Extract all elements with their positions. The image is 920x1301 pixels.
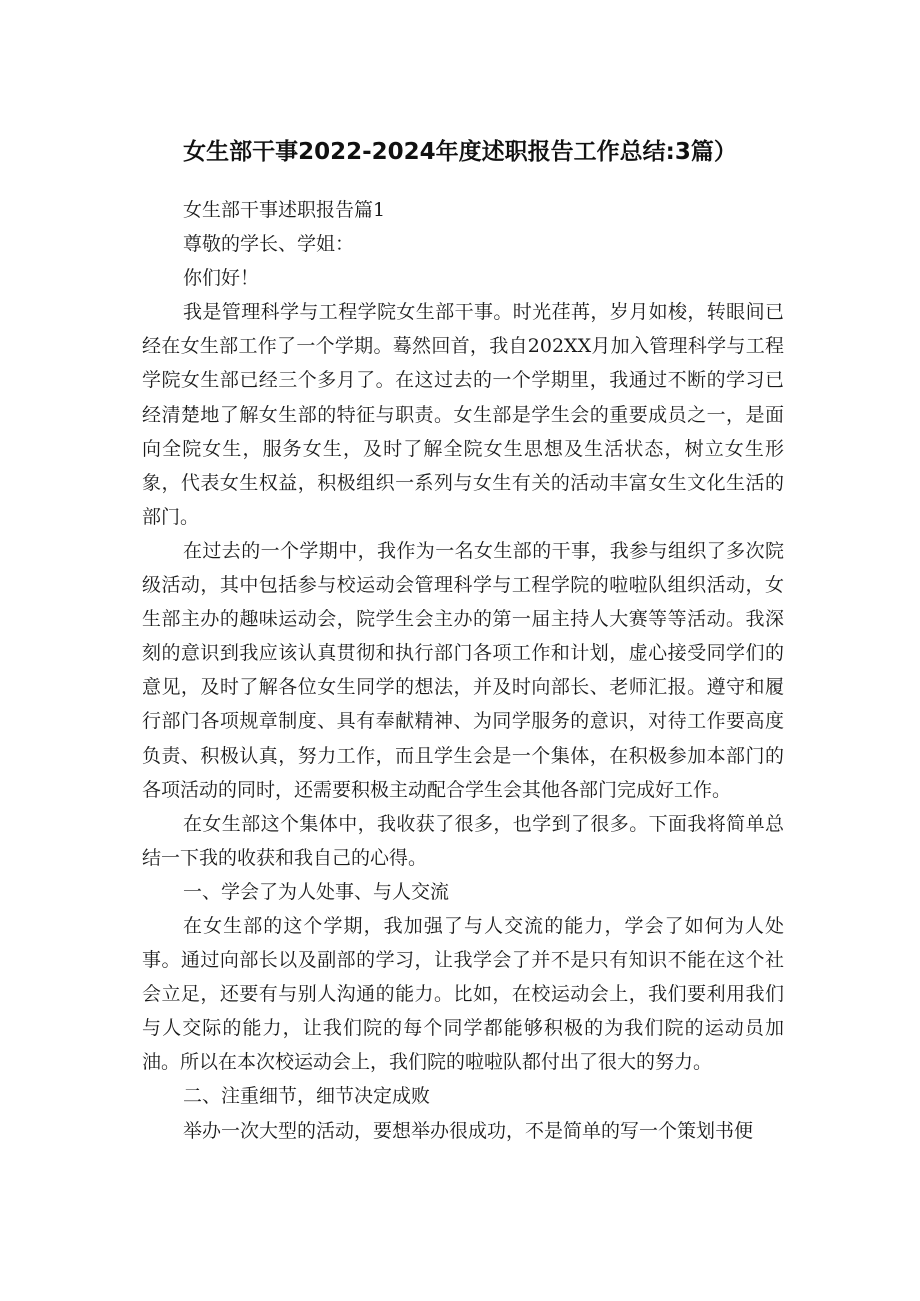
- paragraph-communication: 在女生部的这个学期，我加强了与人交流的能力，学会了如何为人处事。通过向部长以及副部的学习，让我学会了并不是只有知识不能在这个社会立足，还要有与别人沟通的能力。比如，在校运动会上，我们要利用我们与人交际的能力，让我们院的每个同学都能够积极的为我们院的运动员加油。所以在本次校运动会上，我们院的啦啦队都付出了很大的努力。: [142, 914, 784, 1074]
- paragraph-summary-intro: 在女生部这个集体中，我收获了很多，也学到了很多。下面我将简单总结一下我的收获和我自己的心得。: [142, 812, 784, 869]
- subheading-communication: 一、学会了为人处事、与人交流: [183, 880, 450, 903]
- paragraph-intro: 我是管理科学与工程学院女生部干事。时光荏苒，岁月如梭，转眼间已经在女生部工作了一个学期。蓦然回首，我自202XX月加入管理科学与工程学院女生部已经三个多月了。在这过去的一个学期里，我通过不断的学习已经清楚地了解女生部的特征与职责。女生部是学生会的重要成员之一，是面向全院女生，服务女生，及时了解全院女生思想及生活状态，树立女生形象，代表女生权益，积极组织一系列与女生有关的活动丰富女生文化生活的部门。: [142, 301, 784, 528]
- document-body: [142, 193, 784, 1148]
- section-heading: 女生部干事述职报告篇1: [183, 199, 386, 221]
- paragraph-details: 举办一次大型的活动，要想举办很成功，不是简单的写一个策划书便: [183, 1119, 754, 1142]
- greeting: 你们好！: [183, 267, 260, 290]
- document-title: 女生部干事2022-2024年度述职报告工作总结:3篇）: [183, 139, 737, 166]
- subheading-details: 二、注重细节，细节决定成败: [183, 1085, 431, 1108]
- salutation: 尊敬的学长、学姐：: [183, 233, 355, 256]
- paragraph-activities: 在过去的一个学期中，我作为一名女生部的干事，我参与组织了多次院级活动，其中包括参与校运动会管理科学与工程学院的啦啦队组织活动，女生部主办的趣味运动会，院学生会主办的第一届主持人大赛等等活动。我深刻的意识到我应该认真贯彻和执行部门各项工作和计划，虚心接受同学们的意见，及时了解各位女生同学的想法，并及时向部长、老师汇报。遵守和履行部门各项规章制度、具有奉献精神、为同学服务的意识，对待工作要高度负责、积极认真，努力工作，而且学生会是一个集体，在积极参加本部门的各项活动的同时，还需要积极主动配合学生会其他各部门完成好工作。: [142, 539, 784, 801]
